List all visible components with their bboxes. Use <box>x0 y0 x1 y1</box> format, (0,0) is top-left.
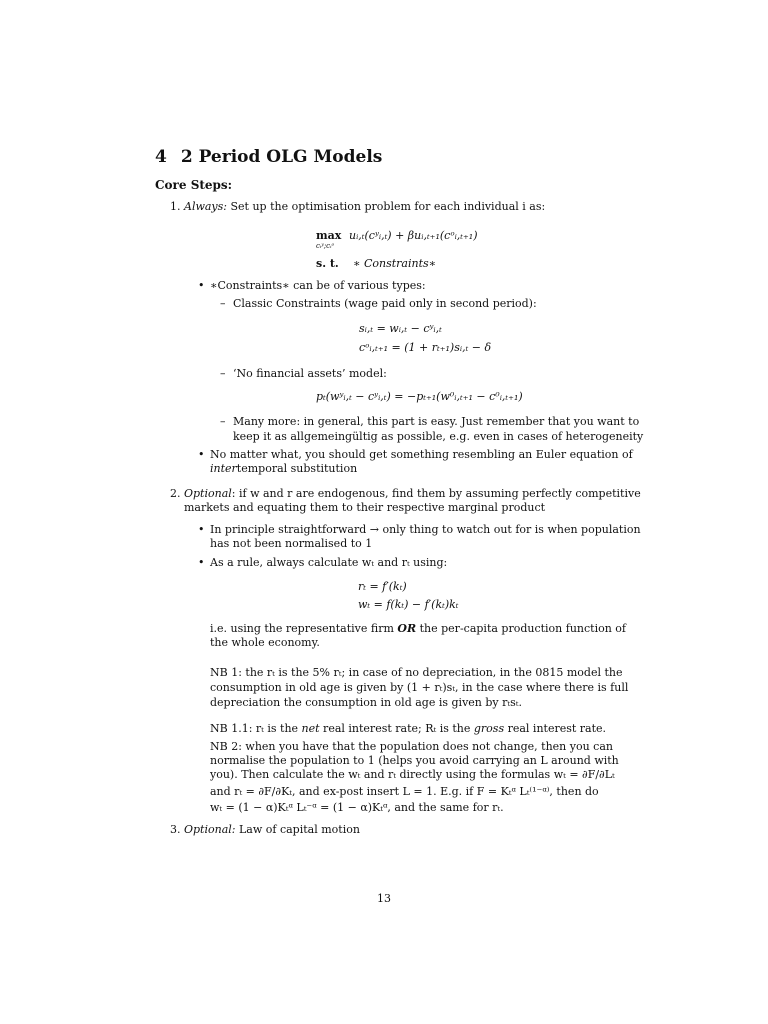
max-operator <box>316 229 341 243</box>
nb1-line-2: consumption in old age is given by (1 + rₜ)sₜ, in the case where there is full <box>210 681 629 694</box>
ie-line-1 <box>210 622 626 636</box>
dash-mark: – <box>220 415 226 428</box>
nb1-line-1: NB 1: the rₜ is the 5% rₜ; in case of no depreciation, in the 0815 model the <box>210 666 623 679</box>
nb11-line <box>210 722 606 736</box>
equation-w: wₜ = f(kₜ) − f′(kₜ)kₜ <box>358 598 459 611</box>
gross-word: gross <box>473 722 505 735</box>
bullet-dot: • <box>198 523 205 536</box>
equation-no-assets: pₜ(wʸᵢ,ₜ − cʸᵢ,ₜ) = −pₜ₊₁(w⁰ᵢ,ₜ₊₁ − c⁰ᵢ,ₜ₊₁) <box>316 390 523 403</box>
objective-function: uᵢ,ₜ(cʸᵢ,ₜ) + βuᵢ,ₜ₊₁(cᵒᵢ,ₜ₊₁) <box>349 229 478 242</box>
step-1-text: Set up the optimisation problem for each individual i as: <box>227 200 546 213</box>
constraints-placeholder: ∗ Constraints∗ <box>353 257 437 270</box>
nb11-text-a: NB 1.1: rₜ is the <box>210 722 302 735</box>
subject-to: s. t. <box>316 257 339 270</box>
inter-word: inter <box>210 462 237 475</box>
step-2-text: : if w and r are endogenous, find them by assuming perfectly competitive <box>231 487 641 500</box>
principle-line-2: has not been normalised to 1 <box>210 537 373 550</box>
ie-line-2: the whole economy. <box>210 636 320 649</box>
max-subscript: cᵢʸ;cᵢᵒ <box>316 242 335 250</box>
nb11-text-c: real interest rate. <box>504 722 607 735</box>
ie-text-a: i.e. using the representative firm <box>210 622 398 635</box>
euler-line-2 <box>210 462 357 476</box>
section-title-text: 2 Period OLG Models <box>180 147 383 167</box>
euler-line-1: No matter what, you should get something resembling an Euler equation of <box>210 448 633 461</box>
bullet-dot: • <box>198 556 205 569</box>
step-2-line-1 <box>170 487 641 501</box>
nb1-line-3: depreciation the consumption in old age is given by rₜsₜ. <box>210 696 522 709</box>
principle-line-1: In principle straightforward → only thing to watch out for is when population <box>210 523 641 536</box>
dash-mark: – <box>220 297 226 310</box>
step-3-text: Law of capital motion <box>235 823 360 836</box>
step-2-label: Optional <box>184 487 232 500</box>
or-word: OR <box>397 622 417 635</box>
constraints-bullet: ∗Constraints∗ can be of various types: <box>210 279 426 292</box>
section-number: 4 <box>155 147 167 167</box>
step-3 <box>170 823 360 837</box>
rule-line: As a rule, always calculate wₜ and rₜ using: <box>210 556 448 569</box>
temporal-substitution: temporal substitution <box>236 462 358 475</box>
equation-r: rₜ = f′(kₜ) <box>358 580 407 593</box>
max-word: max <box>316 229 342 242</box>
step-2-number: 2. <box>170 487 181 500</box>
no-financial-assets: ‘No financial assets’ model: <box>233 367 387 380</box>
equation-savings: sᵢ,ₜ = wᵢ,ₜ − cʸᵢ,ₜ <box>359 322 442 335</box>
nb2-line-4: and rₜ = ∂F/∂Kₜ, and ex-post insert L = 1. E.g. if F = Kₜᵅ Lₜ⁽¹⁻ᵅ⁾, then do <box>210 785 599 798</box>
nb2-line-3: you). Then calculate the wₜ and rₜ directly using the formulas wₜ = ∂F/∂Lₜ <box>210 768 615 781</box>
page-number: 13 <box>377 892 391 905</box>
ie-text-b: the per-capita production function of <box>416 622 627 635</box>
nb2-line-2: normalise the population to 1 (helps you avoid carrying an L around with <box>210 754 619 767</box>
step-1-label: Always: <box>184 200 228 213</box>
step-2-line-2: markets and equating them to their respective marginal product <box>184 501 546 514</box>
bullet-dot: • <box>198 279 205 292</box>
step-3-number: 3. <box>170 823 181 836</box>
classic-constraints: Classic Constraints (wage paid only in second period): <box>233 297 537 310</box>
step-1 <box>170 200 545 214</box>
step-1-number: 1. <box>170 200 181 213</box>
step-3-label: Optional: <box>184 823 236 836</box>
dash-mark: – <box>220 367 226 380</box>
equation-old-consumption: cᵒᵢ,ₜ₊₁ = (1 + rₜ₊₁)sᵢ,ₜ − δ <box>359 341 492 354</box>
section-title <box>155 147 382 167</box>
nb2-line-1: NB 2: when you have that the population does not change, then you can <box>210 740 613 753</box>
many-more-line-1: Many more: in general, this part is easy. Just remember that you want to <box>233 415 640 428</box>
core-steps-heading: Core Steps: <box>155 178 233 192</box>
nb11-text-b: real interest rate; Rₜ is the <box>319 722 474 735</box>
bullet-dot: • <box>198 448 205 461</box>
net-word: net <box>301 722 320 735</box>
many-more-line-2: keep it as allgemeingültig as possible, e.g. even in cases of heterogeneity <box>233 430 644 443</box>
nb2-line-5: wₜ = (1 − α)Kₜᵅ Lₜ⁻ᵅ = (1 − α)Kₜᵅ, and the same for rₜ. <box>210 801 504 814</box>
